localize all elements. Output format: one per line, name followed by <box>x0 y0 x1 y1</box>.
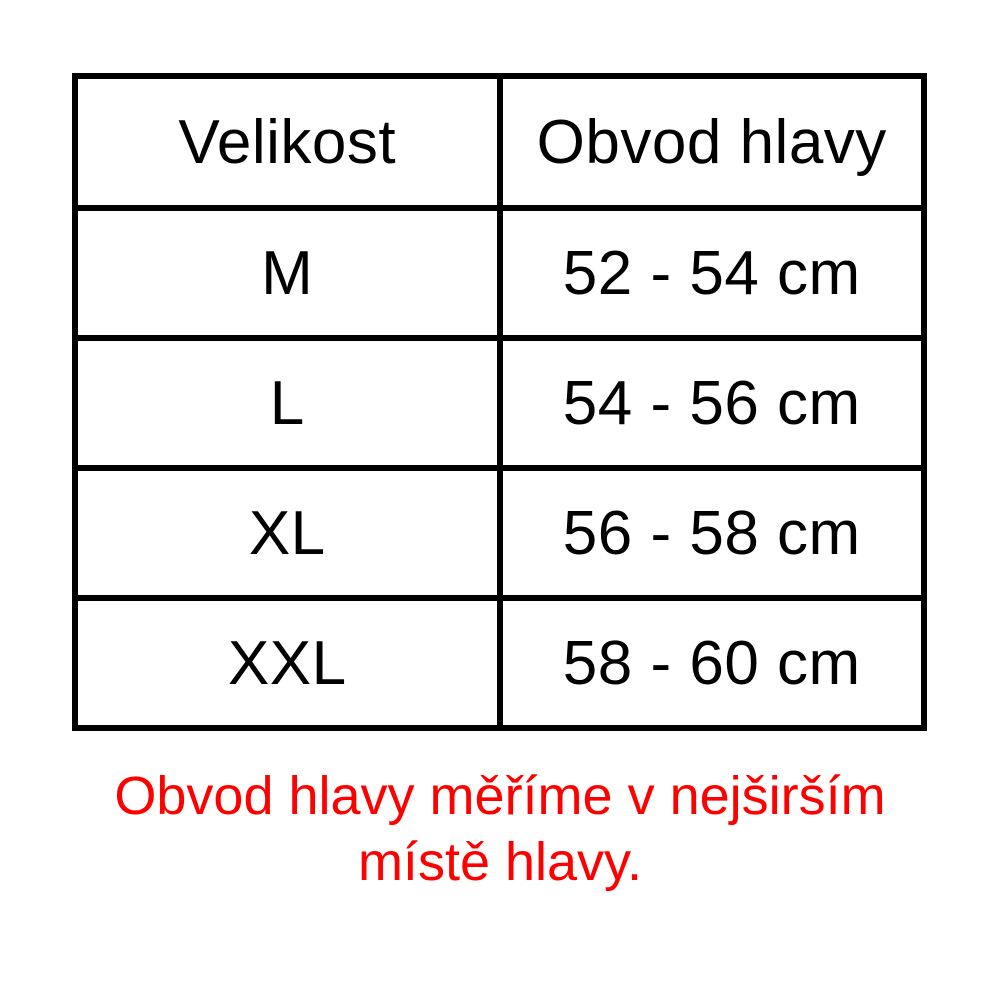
table-row <box>75 598 924 728</box>
table-row <box>75 468 924 598</box>
measurement-note-line-1: Obvod hlavy měříme v nejširším <box>114 766 886 826</box>
circumference-cell: 56 - 58 cm <box>500 468 925 598</box>
size-cell: XL <box>75 468 500 598</box>
size-cell: L <box>75 338 500 468</box>
circumference-cell: 52 - 54 cm <box>500 208 925 338</box>
table-header-row <box>75 76 924 208</box>
size-cell: M <box>75 208 500 338</box>
table-row <box>75 208 924 338</box>
column-header-size: Velikost <box>75 76 500 208</box>
size-table <box>72 73 927 731</box>
measurement-note <box>0 763 1000 895</box>
measurement-note-line-2: místě hlavy. <box>357 832 643 892</box>
circumference-cell: 54 - 56 cm <box>500 338 925 468</box>
table-row <box>75 338 924 468</box>
column-header-head-circumference: Obvod hlavy <box>500 76 925 208</box>
size-cell: XXL <box>75 598 500 728</box>
circumference-cell: 58 - 60 cm <box>500 598 925 728</box>
